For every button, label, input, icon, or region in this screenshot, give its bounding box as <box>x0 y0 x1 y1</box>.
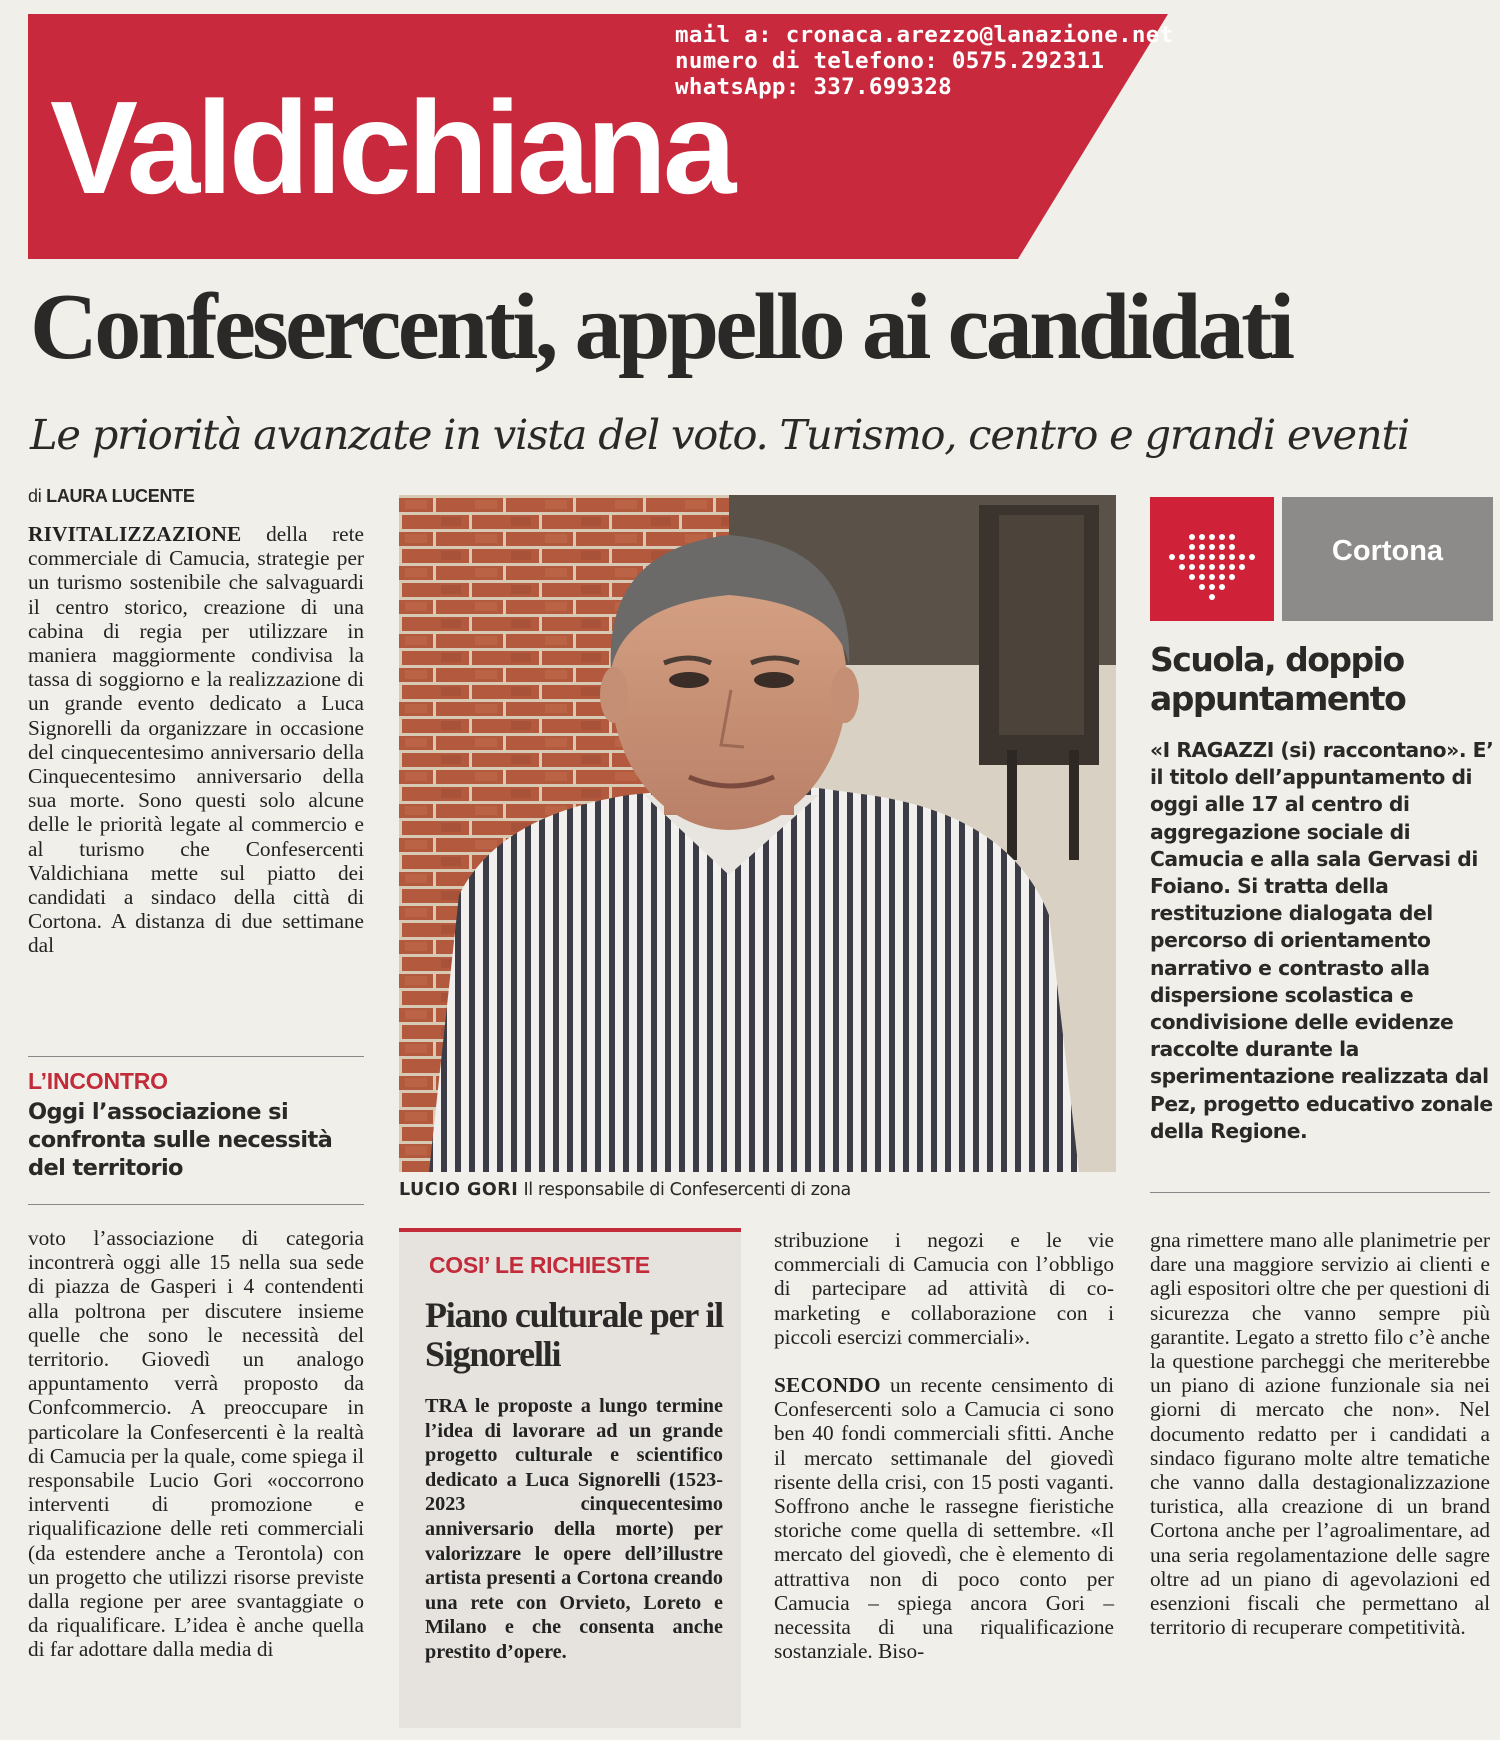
section-title: Valdichiana <box>50 74 733 221</box>
contact-email[interactable]: mail a: cronaca.arezzo@lanazione.net <box>675 22 1174 48</box>
mid-paragraph-1: stribuzione i negozi e le vie commerciali di Camucia con l’obbligo di partecipare ad attività di co-marketing e collaborazione con i piccoli esercizi commerciali». <box>774 1228 1114 1349</box>
brief-title: Scuola, doppio appuntamento <box>1150 640 1406 718</box>
portrait-illustration <box>399 495 1116 1172</box>
article-right-column: gna rimettere mano alle planimetrie per dare una maggiore servizio ai clienti e agli espositori oltre che per questioni di sicurezza che vanno sempre più garantite. Legato a stretto filo c’è anche la questione parcheggi che meriterebbe un piano di azione funzionale sia nei giorni di mercato che non». Nel documento redatto per i candidati a sindaco figurano molte altre tematiche che vanno dalla destagionalizzazione turistica, alla creazione di un brand Cortona anche per l’agroalimentare, ad una seria regolamentazione delle sagre oltre ad un piano di agevolazioni ed esenzioni fiscali che permettano al territorio di recuperare competitività. <box>1150 1228 1490 1640</box>
sidebar-kicker: COSI’ LE RICHIESTE <box>429 1252 650 1278</box>
sidebar-top-rule <box>399 1228 741 1232</box>
article-intro <box>28 522 364 958</box>
byline <box>28 486 195 507</box>
town-label-tile <box>1282 497 1493 621</box>
byline-prefix: di <box>28 486 42 506</box>
article-continued: voto l’associazione di categoria incontrerà oggi alle 15 nella sua sede di piazza de Gasperi i 4 contendenti alla poltrona per discutere insieme quelle che sono le necessità del territorio. Giovedì un analogo appuntamento verrà proposto da Confcommercio. A preoccupare in particolare la Confesercenti è la realtà di Camucia per la quale, come spiega il responsabile Lucio Gori «occorrono interventi di promozione e riqualificazione delle reti commerciali (da estendere anche a Terontola) con un progetto che utilizzi risorse previste dalla regione per aree svantaggiate o da riqualificare. L’idea è anche quella di far adottare dalla media di <box>28 1226 364 1662</box>
mid-paragraph-2 <box>774 1373 1114 1663</box>
divider <box>1150 1192 1490 1193</box>
brief-text: «I RAGAZZI (si) raccontano». E’ il titolo dell’appuntamento di oggi alle 17 al centro di aggregazione sociale di Camucia e alla sala Gervasi di Foiano. Si tratta della restituzione dialogata del percorso di orientamento narrativo e contrasto alla dispersione scolastica e condivisione delle evidenze raccolte durante la sperimentazione realizzata dal Pez, progetto educativo zonale della Regione. <box>1150 738 1494 1143</box>
contact-info <box>675 22 1173 100</box>
mid-paragraph-2-text: un recente censimento di Confesercenti solo a Camucia ci sono ben 40 fondi commerciali sfitti. Anche il mercato settimanale del giovedì risente della crisi, con 15 posti vaganti. Soffrono anche le rassegne fieristiche storiche come quella di settembre. «Il mercato del giovedì, che è elemento di attrattiva non di poco conto per Camucia – spiega ancora Gori – necessita di una riqualificazione sostanziale. Biso- <box>774 1373 1114 1664</box>
lead-word: RIVITALIZZAZIONE <box>28 522 242 546</box>
article-subheadline: Le priorità avanzate in vista del voto. Turismo, centro e grandi eventi <box>30 410 1409 459</box>
dotted-arrow-icon <box>1150 497 1274 621</box>
teaser-text: Oggi l’associazione si confronta sulle necessità del territorio <box>28 1099 333 1181</box>
mid-lead-word: SECONDO <box>774 1373 881 1398</box>
photo-caption <box>399 1180 1119 1200</box>
contact-phone: numero di telefono: 0575.292311 <box>675 48 1105 74</box>
intro-text: della rete commerciale di Camucia, strategie per un turismo sostenibile che salvaguardi il centro storico, creazione di una cabina di regia per utilizzare in maniera maggiormente condivisa la tassa di soggiorno e la realizzazione di un grande evento dedicato a Luca Signorelli da organizzare in occasione del cinquecentesimo anniversario della Cinquecentesimo anniversario della sua morte. Sono questi solo alcune delle le priorità legate al commercio e al turismo che Confesercenti Valdichiana mette sul piatto dei candidati a sindaco della città di Cortona. A distanza di due settimane dal <box>28 522 364 958</box>
divider <box>28 1056 364 1057</box>
article-headline: Confesercenti, appello ai candidati <box>30 275 1292 379</box>
caption-name: LUCIO GORI <box>399 1180 519 1200</box>
divider <box>28 1204 364 1205</box>
portrait-photo <box>399 495 1116 1172</box>
sidebar-title: Piano culturale per il Signorelli <box>425 1295 723 1374</box>
section-banner <box>28 14 1448 259</box>
article-middle-column <box>774 1228 1114 1663</box>
sidebar-box <box>399 1228 741 1728</box>
cortona-logo-tile <box>1150 497 1274 621</box>
sidebar-text: TRA le proposte a lungo termine l’idea di lavorare ad un grande progetto culturale e scientifico dedicato a Luca Signorelli (1523-2023 cinquecentesimo anniversario della morte) per valorizzare le opere dell’illustre artista presenti a Cortona creando una rete con Orvieto, Loreto e Milano e che consenta anche prestito d’opere. <box>425 1395 723 1663</box>
caption-text: Il responsabile di Confesercenti di zona <box>518 1180 851 1200</box>
section-kicker: L’INCONTRO <box>28 1068 168 1094</box>
town-name: Cortona <box>1331 535 1444 567</box>
contact-whatsapp: whatsApp: 337.699328 <box>675 74 952 100</box>
byline-author: LAURA LUCENTE <box>46 486 195 506</box>
